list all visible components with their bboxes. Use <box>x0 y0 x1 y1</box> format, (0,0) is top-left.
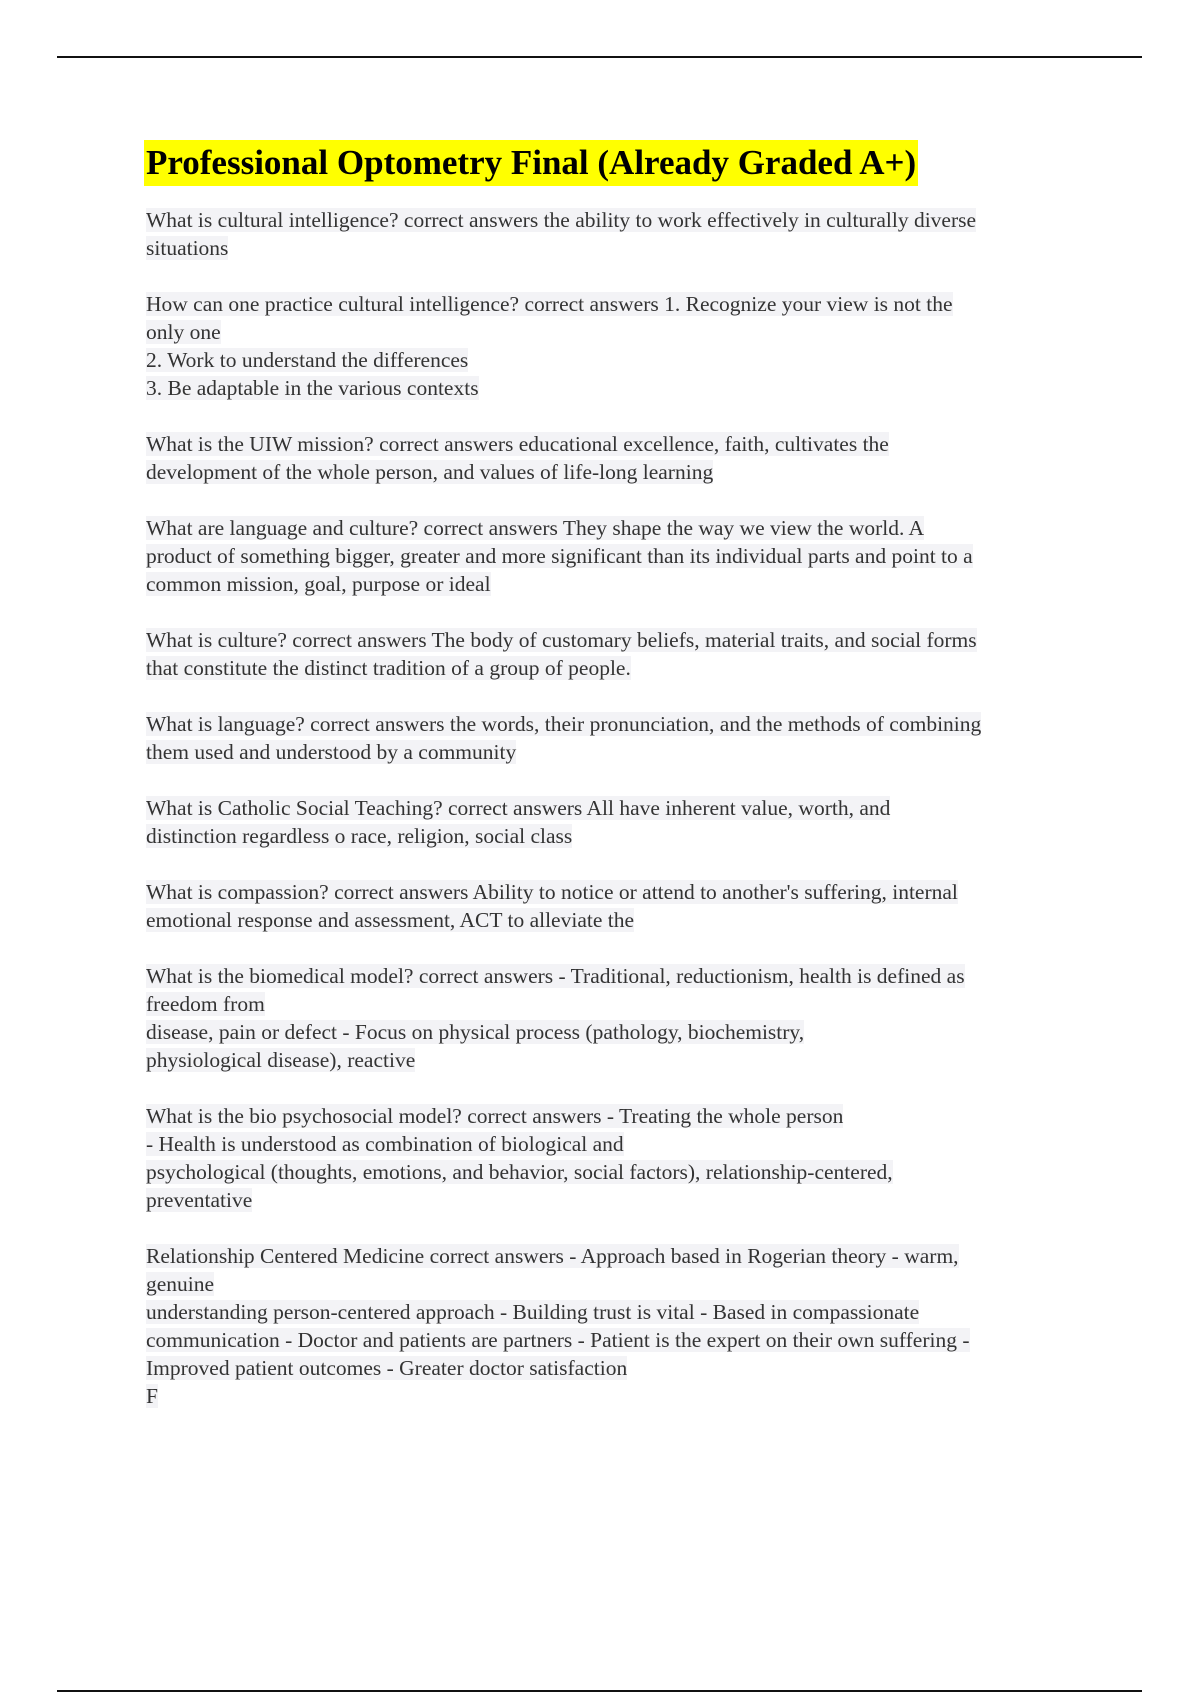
qa-line <box>146 570 1091 598</box>
qa-line-text: What is compassion? correct answers Ability to notice or attend to another's suffering, internal <box>146 880 958 904</box>
qa-line-text: What is Catholic Social Teaching? correct answers All have inherent value, worth, and <box>146 796 891 820</box>
qa-line-text: development of the whole person, and values of life-long learning <box>146 460 714 484</box>
qa-line <box>146 1242 1091 1270</box>
qa-line <box>146 906 1091 934</box>
qa-entry <box>146 710 1091 766</box>
qa-line <box>146 1382 1091 1410</box>
qa-entry <box>146 1102 1091 1214</box>
qa-line-text: What is culture? correct answers The body of customary beliefs, material traits, and social forms <box>146 628 977 652</box>
qa-line <box>146 514 1091 542</box>
qa-line-text: F <box>146 1384 158 1408</box>
qa-line-text: 3. Be adaptable in the various contexts <box>146 376 479 400</box>
qa-line-text: that constitute the distinct tradition of a group of people. <box>146 656 631 680</box>
qa-entry <box>146 878 1091 934</box>
qa-line <box>146 206 1091 234</box>
qa-entry <box>146 962 1091 1074</box>
qa-line <box>146 1326 1091 1354</box>
qa-line <box>146 542 1091 570</box>
qa-line-text: What is the bio psychosocial model? correct answers - Treating the whole person <box>146 1104 844 1128</box>
qa-line-text: distinction regardless o race, religion, social class <box>146 824 573 848</box>
qa-line <box>146 822 1091 850</box>
qa-line-text: them used and understood by a community <box>146 740 517 764</box>
qa-entry <box>146 206 1091 262</box>
qa-line <box>146 1102 1091 1130</box>
qa-line <box>146 878 1091 906</box>
qa-line-text: freedom from <box>146 992 265 1016</box>
qa-line <box>146 234 1091 262</box>
qa-line-text: only one <box>146 320 221 344</box>
qa-line <box>146 458 1091 486</box>
qa-line <box>146 318 1091 346</box>
qa-line-text: 2. Work to understand the differences <box>146 348 469 372</box>
qa-line <box>146 794 1091 822</box>
qa-line <box>146 738 1091 766</box>
qa-line-text: What is the biomedical model? correct answers - Traditional, reductionism, health is defined as <box>146 964 965 988</box>
bottom-rule <box>57 1690 1142 1692</box>
qa-line-text: situations <box>146 236 229 260</box>
qa-line <box>146 1130 1091 1158</box>
qa-line-text: How can one practice cultural intelligence? correct answers 1. Recognize your view is not the <box>146 292 953 316</box>
qa-line-text: What are language and culture? correct answers They shape the way we view the world. A <box>146 516 925 540</box>
qa-entry <box>146 1242 1091 1410</box>
qa-line-text: physiological disease), reactive <box>146 1048 416 1072</box>
qa-line <box>146 1354 1091 1382</box>
qa-line-text: Relationship Centered Medicine correct answers - Approach based in Rogerian theory - warm, <box>146 1244 959 1268</box>
qa-entry <box>146 626 1091 682</box>
qa-list <box>146 206 1091 1410</box>
qa-line-text: common mission, goal, purpose or ideal <box>146 572 491 596</box>
qa-line <box>146 962 1091 990</box>
qa-line <box>146 346 1091 374</box>
qa-line-text: What is language? correct answers the words, their pronunciation, and the methods of combining <box>146 712 982 736</box>
qa-line <box>146 990 1091 1018</box>
document-body <box>146 140 1091 1438</box>
qa-line <box>146 710 1091 738</box>
qa-entry <box>146 514 1091 598</box>
qa-entry <box>146 794 1091 850</box>
qa-entry <box>146 430 1091 486</box>
qa-line-text: What is the UIW mission? correct answers educational excellence, faith, cultivates the <box>146 432 889 456</box>
qa-line <box>146 1018 1091 1046</box>
qa-line-text: genuine <box>146 1272 215 1296</box>
top-rule <box>57 56 1142 58</box>
qa-line-text: - Health is understood as combination of biological and <box>146 1132 624 1156</box>
qa-line-text: Improved patient outcomes - Greater doctor satisfaction <box>146 1356 628 1380</box>
document-title: Professional Optometry Final (Already Graded A+) <box>144 140 918 186</box>
qa-line <box>146 1046 1091 1074</box>
qa-line <box>146 1298 1091 1326</box>
qa-entry <box>146 290 1091 402</box>
qa-line-text: psychological (thoughts, emotions, and behavior, social factors), relationship-centered, <box>146 1160 893 1184</box>
qa-line-text: What is cultural intelligence? correct answers the ability to work effectively in culturally diverse <box>146 208 977 232</box>
qa-line <box>146 430 1091 458</box>
qa-line <box>146 290 1091 318</box>
qa-line-text: product of something bigger, greater and more significant than its individual parts and point to a <box>146 544 973 568</box>
qa-line <box>146 1270 1091 1298</box>
qa-line <box>146 1186 1091 1214</box>
qa-line <box>146 654 1091 682</box>
qa-line <box>146 1158 1091 1186</box>
qa-line <box>146 626 1091 654</box>
qa-line-text: preventative <box>146 1188 253 1212</box>
qa-line-text: disease, pain or defect - Focus on physical process (pathology, biochemistry, <box>146 1020 805 1044</box>
qa-line-text: communication - Doctor and patients are partners - Patient is the expert on their own suffering - <box>146 1328 970 1352</box>
qa-line-text: understanding person-centered approach - Building trust is vital - Based in compassionate <box>146 1300 920 1324</box>
qa-line <box>146 374 1091 402</box>
qa-line-text: emotional response and assessment, ACT to alleviate the <box>146 908 635 932</box>
